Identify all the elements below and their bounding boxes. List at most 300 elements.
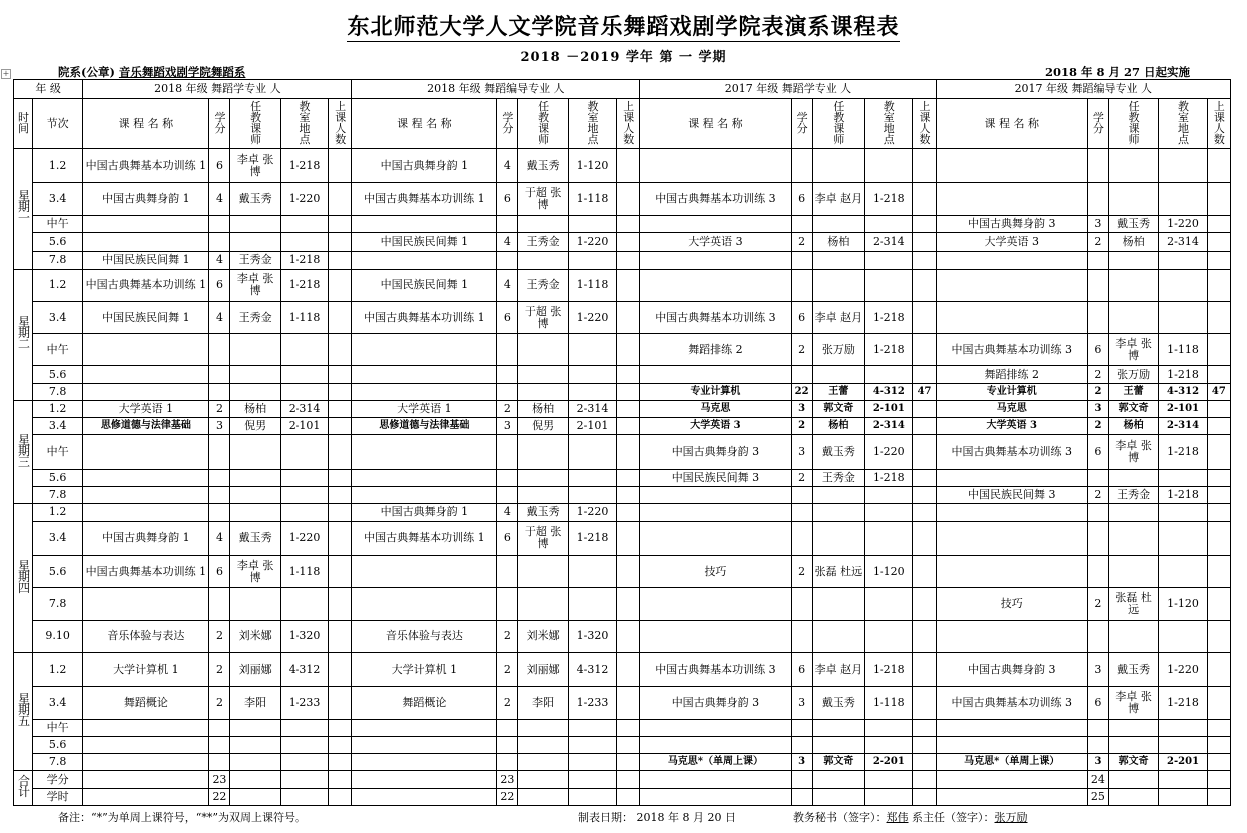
count-cell (913, 148, 936, 182)
room-cell (1159, 719, 1207, 736)
credit-cell: 6 (209, 269, 230, 301)
credit-cell: 3 (497, 418, 518, 435)
teacher-cell (1108, 252, 1158, 269)
room-cell (865, 620, 913, 652)
teacher-cell (230, 737, 280, 754)
room-cell (1159, 269, 1207, 301)
credit-cell (791, 737, 812, 754)
count-cell (1207, 556, 1230, 588)
course-cell: 中国民族民间舞 1 (352, 232, 497, 251)
table-row (14, 383, 1231, 400)
room-cell (865, 521, 913, 555)
course-cell: 舞蹈排练 2 (936, 366, 1087, 383)
room-cell (568, 719, 616, 736)
totals-blank (230, 788, 280, 805)
course-cell (936, 719, 1087, 736)
room-cell (280, 754, 328, 771)
course-cell: 大学英语 3 (640, 418, 791, 435)
effective-date: 2018 年 8 月 27 日起实施 (1045, 65, 1191, 79)
credit-cell: 3 (209, 418, 230, 435)
count-cell (617, 653, 640, 687)
totals-value: 23 (209, 771, 230, 788)
credit-cell: 2 (497, 400, 518, 417)
count-cell (913, 653, 936, 687)
teacher-cell (518, 556, 568, 588)
credit-cell: 3 (1087, 400, 1108, 417)
room-cell (1159, 301, 1207, 333)
teacher-cell (1108, 719, 1158, 736)
teacher-cell: 戴玉秀 (1108, 215, 1158, 232)
teacher-cell: 李卓 赵月 (812, 653, 865, 687)
room-cell (568, 215, 616, 232)
teacher-cell (1108, 301, 1158, 333)
room-cell: 2-201 (1159, 754, 1207, 771)
totals-value: 23 (497, 771, 518, 788)
credit-cell (791, 252, 812, 269)
count-cell (617, 754, 640, 771)
teacher-cell (812, 487, 865, 504)
room-cell: 4-312 (568, 653, 616, 687)
credit-cell (791, 504, 812, 521)
course-cell: 马克思 (640, 400, 791, 417)
credit-cell (497, 252, 518, 269)
table-row (14, 334, 1231, 366)
teacher-cell (518, 588, 568, 620)
day-label: 星 期 五 (14, 653, 33, 771)
credit-header: 学分 (209, 99, 230, 149)
teacher-cell: 于超 张博 (518, 521, 568, 555)
course-cell: 中国古典舞基本功训练 3 (936, 687, 1087, 719)
room-cell: 1-220 (568, 504, 616, 521)
signatures (793, 809, 1028, 825)
count-cell (617, 521, 640, 555)
credit-cell (1087, 521, 1108, 555)
course-cell: 中国古典舞基本功训练 1 (83, 556, 209, 588)
count-cell (913, 232, 936, 251)
count-cell (329, 383, 352, 400)
table-row (14, 269, 1231, 301)
credit-cell: 2 (209, 620, 230, 652)
count-cell (1207, 232, 1230, 251)
course-cell: 中国古典舞基本功训练 1 (352, 301, 497, 333)
room-cell: 2-101 (568, 418, 616, 435)
teacher-cell (230, 366, 280, 383)
teacher-cell (1108, 737, 1158, 754)
period-cell: 1.2 (32, 653, 82, 687)
teacher-cell (230, 232, 280, 251)
credit-cell (1087, 183, 1108, 215)
teacher-cell (230, 719, 280, 736)
course-cell (936, 556, 1087, 588)
room-cell: 1-218 (280, 269, 328, 301)
credit-cell (791, 719, 812, 736)
credit-cell: 4 (209, 301, 230, 333)
count-cell (329, 504, 352, 521)
totals-blank (1207, 788, 1230, 805)
teacher-cell (518, 719, 568, 736)
count-cell (329, 215, 352, 232)
count-cell (329, 754, 352, 771)
credit-cell (209, 754, 230, 771)
teacher-cell: 戴玉秀 (1108, 653, 1158, 687)
course-cell (352, 588, 497, 620)
course-cell: 专业计算机 (640, 383, 791, 400)
teacher-cell (812, 269, 865, 301)
count-cell (329, 737, 352, 754)
room-cell: 1-218 (1159, 487, 1207, 504)
credit-cell (497, 469, 518, 486)
count-cell (913, 366, 936, 383)
count-cell (913, 521, 936, 555)
totals-row (14, 771, 1231, 788)
course-cell (640, 215, 791, 232)
course-header: 课 程 名 称 (640, 99, 791, 149)
totals-value: 25 (1087, 788, 1108, 805)
credit-cell: 2 (791, 556, 812, 588)
count-cell (617, 269, 640, 301)
count-cell (329, 653, 352, 687)
teacher-cell: 杨柏 (1108, 232, 1158, 251)
table-row (14, 215, 1231, 232)
credit-cell: 2 (791, 334, 812, 366)
table-row (14, 183, 1231, 215)
totals-type: 学分 (32, 771, 82, 788)
table-row (14, 504, 1231, 521)
course-cell (936, 301, 1087, 333)
teacher-cell: 李卓 张博 (1108, 687, 1158, 719)
totals-blank (518, 788, 568, 805)
teacher-cell (230, 588, 280, 620)
credit-cell: 6 (209, 148, 230, 182)
period-cell: 7.8 (32, 487, 82, 504)
count-cell (617, 148, 640, 182)
room-cell: 4-312 (865, 383, 913, 400)
course-cell (352, 469, 497, 486)
room-cell (280, 719, 328, 736)
teacher-cell (518, 487, 568, 504)
room-cell: 2-101 (865, 400, 913, 417)
table-row (14, 469, 1231, 486)
room-cell: 2-314 (568, 400, 616, 417)
room-cell: 1-118 (1159, 334, 1207, 366)
teacher-cell: 王秀金 (1108, 487, 1158, 504)
period-cell: 5.6 (32, 556, 82, 588)
group-header-3: 2017 年级 舞蹈学专业 人 (640, 80, 936, 99)
time-header: 时间 (14, 99, 33, 149)
credit-cell: 6 (209, 556, 230, 588)
credit-cell: 3 (1087, 754, 1108, 771)
credit-cell (209, 215, 230, 232)
room-header: 教室 地点 (568, 99, 616, 149)
teacher-cell: 郭文奇 (812, 400, 865, 417)
course-cell: 舞蹈概论 (352, 687, 497, 719)
credit-cell: 2 (1087, 366, 1108, 383)
teacher-cell (1108, 469, 1158, 486)
course-cell: 中国古典舞基本功训练 3 (936, 334, 1087, 366)
teacher-cell: 王秀金 (518, 269, 568, 301)
room-cell: 2-201 (865, 754, 913, 771)
group-header-4: 2017 年级 舞蹈编导专业 人 (936, 80, 1230, 99)
course-cell (640, 252, 791, 269)
count-cell (913, 301, 936, 333)
room-cell: 1-118 (280, 556, 328, 588)
credit-cell: 4 (497, 504, 518, 521)
count-cell (913, 469, 936, 486)
count-cell (913, 252, 936, 269)
credit-cell (209, 487, 230, 504)
count-cell (329, 183, 352, 215)
count-cell (1207, 418, 1230, 435)
count-cell (617, 252, 640, 269)
teacher-cell: 倪男 (230, 418, 280, 435)
totals-blank (936, 771, 1087, 788)
course-cell: 舞蹈概论 (83, 687, 209, 719)
count-cell (617, 215, 640, 232)
credit-cell (791, 487, 812, 504)
room-cell (568, 435, 616, 469)
room-cell (568, 334, 616, 366)
count-cell (617, 418, 640, 435)
room-cell: 1-118 (865, 687, 913, 719)
count-cell (617, 620, 640, 652)
count-cell (913, 737, 936, 754)
period-cell: 5.6 (32, 366, 82, 383)
credit-cell (1087, 252, 1108, 269)
course-cell: 中国古典舞身韵 3 (640, 687, 791, 719)
anchor-icon: + (2, 69, 10, 78)
room-cell (1159, 504, 1207, 521)
credit-cell: 6 (497, 183, 518, 215)
room-cell (1159, 469, 1207, 486)
course-cell (936, 269, 1087, 301)
course-cell: 思修道德与法律基础 (83, 418, 209, 435)
count-cell (1207, 148, 1230, 182)
teacher-cell (518, 469, 568, 486)
course-cell: 大学英语 1 (83, 400, 209, 417)
room-cell (568, 588, 616, 620)
credit-cell: 6 (497, 301, 518, 333)
room-cell (568, 383, 616, 400)
credit-cell (497, 719, 518, 736)
table-row (14, 521, 1231, 555)
teacher-cell (230, 215, 280, 232)
room-cell: 1-218 (280, 252, 328, 269)
room-cell (865, 269, 913, 301)
teacher-cell (518, 754, 568, 771)
totals-value: 22 (209, 788, 230, 805)
period-cell: 9.10 (32, 620, 82, 652)
prepared-date (578, 809, 736, 825)
room-cell (568, 366, 616, 383)
credit-cell (1087, 269, 1108, 301)
count-cell (913, 418, 936, 435)
course-cell: 中国古典舞基本功训练 3 (640, 301, 791, 333)
teacher-header: 任 教 课 师 (230, 99, 280, 149)
period-cell: 5.6 (32, 737, 82, 754)
teacher-cell (1108, 620, 1158, 652)
schedule-table (13, 79, 1231, 806)
credit-cell (497, 487, 518, 504)
count-cell (913, 400, 936, 417)
room-cell: 1-218 (865, 653, 913, 687)
count-cell (913, 754, 936, 771)
credit-cell (791, 620, 812, 652)
room-cell: 2-314 (865, 232, 913, 251)
room-cell (280, 588, 328, 620)
room-cell: 4-312 (280, 653, 328, 687)
room-cell (280, 383, 328, 400)
teacher-cell: 杨柏 (1108, 418, 1158, 435)
teacher-cell (230, 383, 280, 400)
course-cell: 大学英语 3 (936, 232, 1087, 251)
period-cell: 1.2 (32, 148, 82, 182)
credit-header: 学分 (1087, 99, 1108, 149)
credit-cell (209, 737, 230, 754)
teacher-cell (230, 754, 280, 771)
teacher-cell: 刘米娜 (518, 620, 568, 652)
course-cell (640, 487, 791, 504)
table-row (14, 556, 1231, 588)
course-cell (352, 754, 497, 771)
count-cell (1207, 737, 1230, 754)
teacher-cell: 刘米娜 (230, 620, 280, 652)
term-line: 2018 －2019 学年 第 一 学期 (520, 50, 727, 65)
count-cell (913, 334, 936, 366)
credit-cell (209, 588, 230, 620)
teacher-cell: 倪男 (518, 418, 568, 435)
teacher-cell (812, 737, 865, 754)
teacher-cell: 于超 张博 (518, 301, 568, 333)
credit-cell (209, 435, 230, 469)
course-cell: 舞蹈排练 2 (640, 334, 791, 366)
course-cell (936, 504, 1087, 521)
course-cell: 中国古典舞基本功训练 1 (83, 269, 209, 301)
totals-blank (518, 771, 568, 788)
teacher-cell (518, 737, 568, 754)
table-row (14, 301, 1231, 333)
course-cell (83, 435, 209, 469)
count-cell (1207, 366, 1230, 383)
period-cell: 中午 (32, 215, 82, 232)
count-cell (913, 435, 936, 469)
count-cell: 47 (913, 383, 936, 400)
count-cell (617, 232, 640, 251)
credit-cell (1087, 504, 1108, 521)
credit-cell (791, 366, 812, 383)
director-name: 张万励 (994, 811, 1028, 824)
count-cell (329, 719, 352, 736)
credit-cell: 3 (791, 435, 812, 469)
count-cell (329, 269, 352, 301)
teacher-header: 任 教 课 师 (518, 99, 568, 149)
teacher-cell (812, 521, 865, 555)
course-cell (640, 719, 791, 736)
totals-blank (865, 788, 913, 805)
credit-cell: 2 (209, 687, 230, 719)
room-cell: 1-320 (568, 620, 616, 652)
totals-blank (568, 788, 616, 805)
count-cell (1207, 269, 1230, 301)
course-cell (640, 620, 791, 652)
table-row (14, 487, 1231, 504)
room-cell: 2-101 (280, 418, 328, 435)
course-cell: 大学计算机 1 (352, 653, 497, 687)
room-cell: 1-120 (568, 148, 616, 182)
course-cell: 中国古典舞身韵 3 (936, 215, 1087, 232)
count-cell (913, 183, 936, 215)
course-cell (352, 366, 497, 383)
credit-cell (497, 383, 518, 400)
totals-blank (913, 788, 936, 805)
room-cell: 2-314 (280, 400, 328, 417)
credit-cell: 2 (497, 620, 518, 652)
course-cell: 中国民族民间舞 3 (640, 469, 791, 486)
room-cell (280, 469, 328, 486)
count-cell (617, 556, 640, 588)
course-cell (83, 334, 209, 366)
teacher-cell: 杨柏 (518, 400, 568, 417)
teacher-cell (812, 148, 865, 182)
day-label: 星 期 三 (14, 400, 33, 503)
totals-blank (83, 771, 209, 788)
room-cell: 1-218 (1159, 366, 1207, 383)
teacher-cell: 戴玉秀 (812, 435, 865, 469)
room-cell (1159, 148, 1207, 182)
teacher-cell: 李卓 张博 (230, 556, 280, 588)
count-cell (329, 588, 352, 620)
table-row (14, 418, 1231, 435)
teacher-cell: 戴玉秀 (518, 504, 568, 521)
count-cell (913, 487, 936, 504)
credit-cell: 22 (791, 383, 812, 400)
teacher-cell: 戴玉秀 (518, 148, 568, 182)
period-cell: 7.8 (32, 383, 82, 400)
totals-label: 合 计 (14, 771, 33, 806)
room-cell (568, 556, 616, 588)
totals-blank (1159, 771, 1207, 788)
teacher-cell: 郭文奇 (812, 754, 865, 771)
room-cell: 1-218 (280, 148, 328, 182)
course-cell (640, 269, 791, 301)
course-cell: 大学计算机 1 (83, 653, 209, 687)
count-cell (329, 418, 352, 435)
room-cell: 1-320 (280, 620, 328, 652)
count-header: 上 课 人 数 (913, 99, 936, 149)
credit-cell (1087, 620, 1108, 652)
course-cell: 中国古典舞基本功训练 1 (352, 521, 497, 555)
count-cell (329, 148, 352, 182)
teacher-cell (518, 366, 568, 383)
count-cell (329, 334, 352, 366)
credit-cell: 6 (1087, 435, 1108, 469)
course-cell: 中国古典舞身韵 1 (352, 504, 497, 521)
count-cell (617, 487, 640, 504)
room-cell: 1-218 (1159, 435, 1207, 469)
teacher-cell (518, 334, 568, 366)
credit-cell (497, 215, 518, 232)
credit-cell: 4 (497, 148, 518, 182)
teacher-cell: 李卓 赵月 (812, 301, 865, 333)
room-cell (865, 215, 913, 232)
credit-cell (1087, 301, 1108, 333)
period-cell: 3.4 (32, 183, 82, 215)
room-cell (280, 232, 328, 251)
credit-cell (209, 232, 230, 251)
credit-cell: 2 (791, 232, 812, 251)
totals-blank (352, 771, 497, 788)
totals-type: 学时 (32, 788, 82, 805)
totals-blank (280, 771, 328, 788)
